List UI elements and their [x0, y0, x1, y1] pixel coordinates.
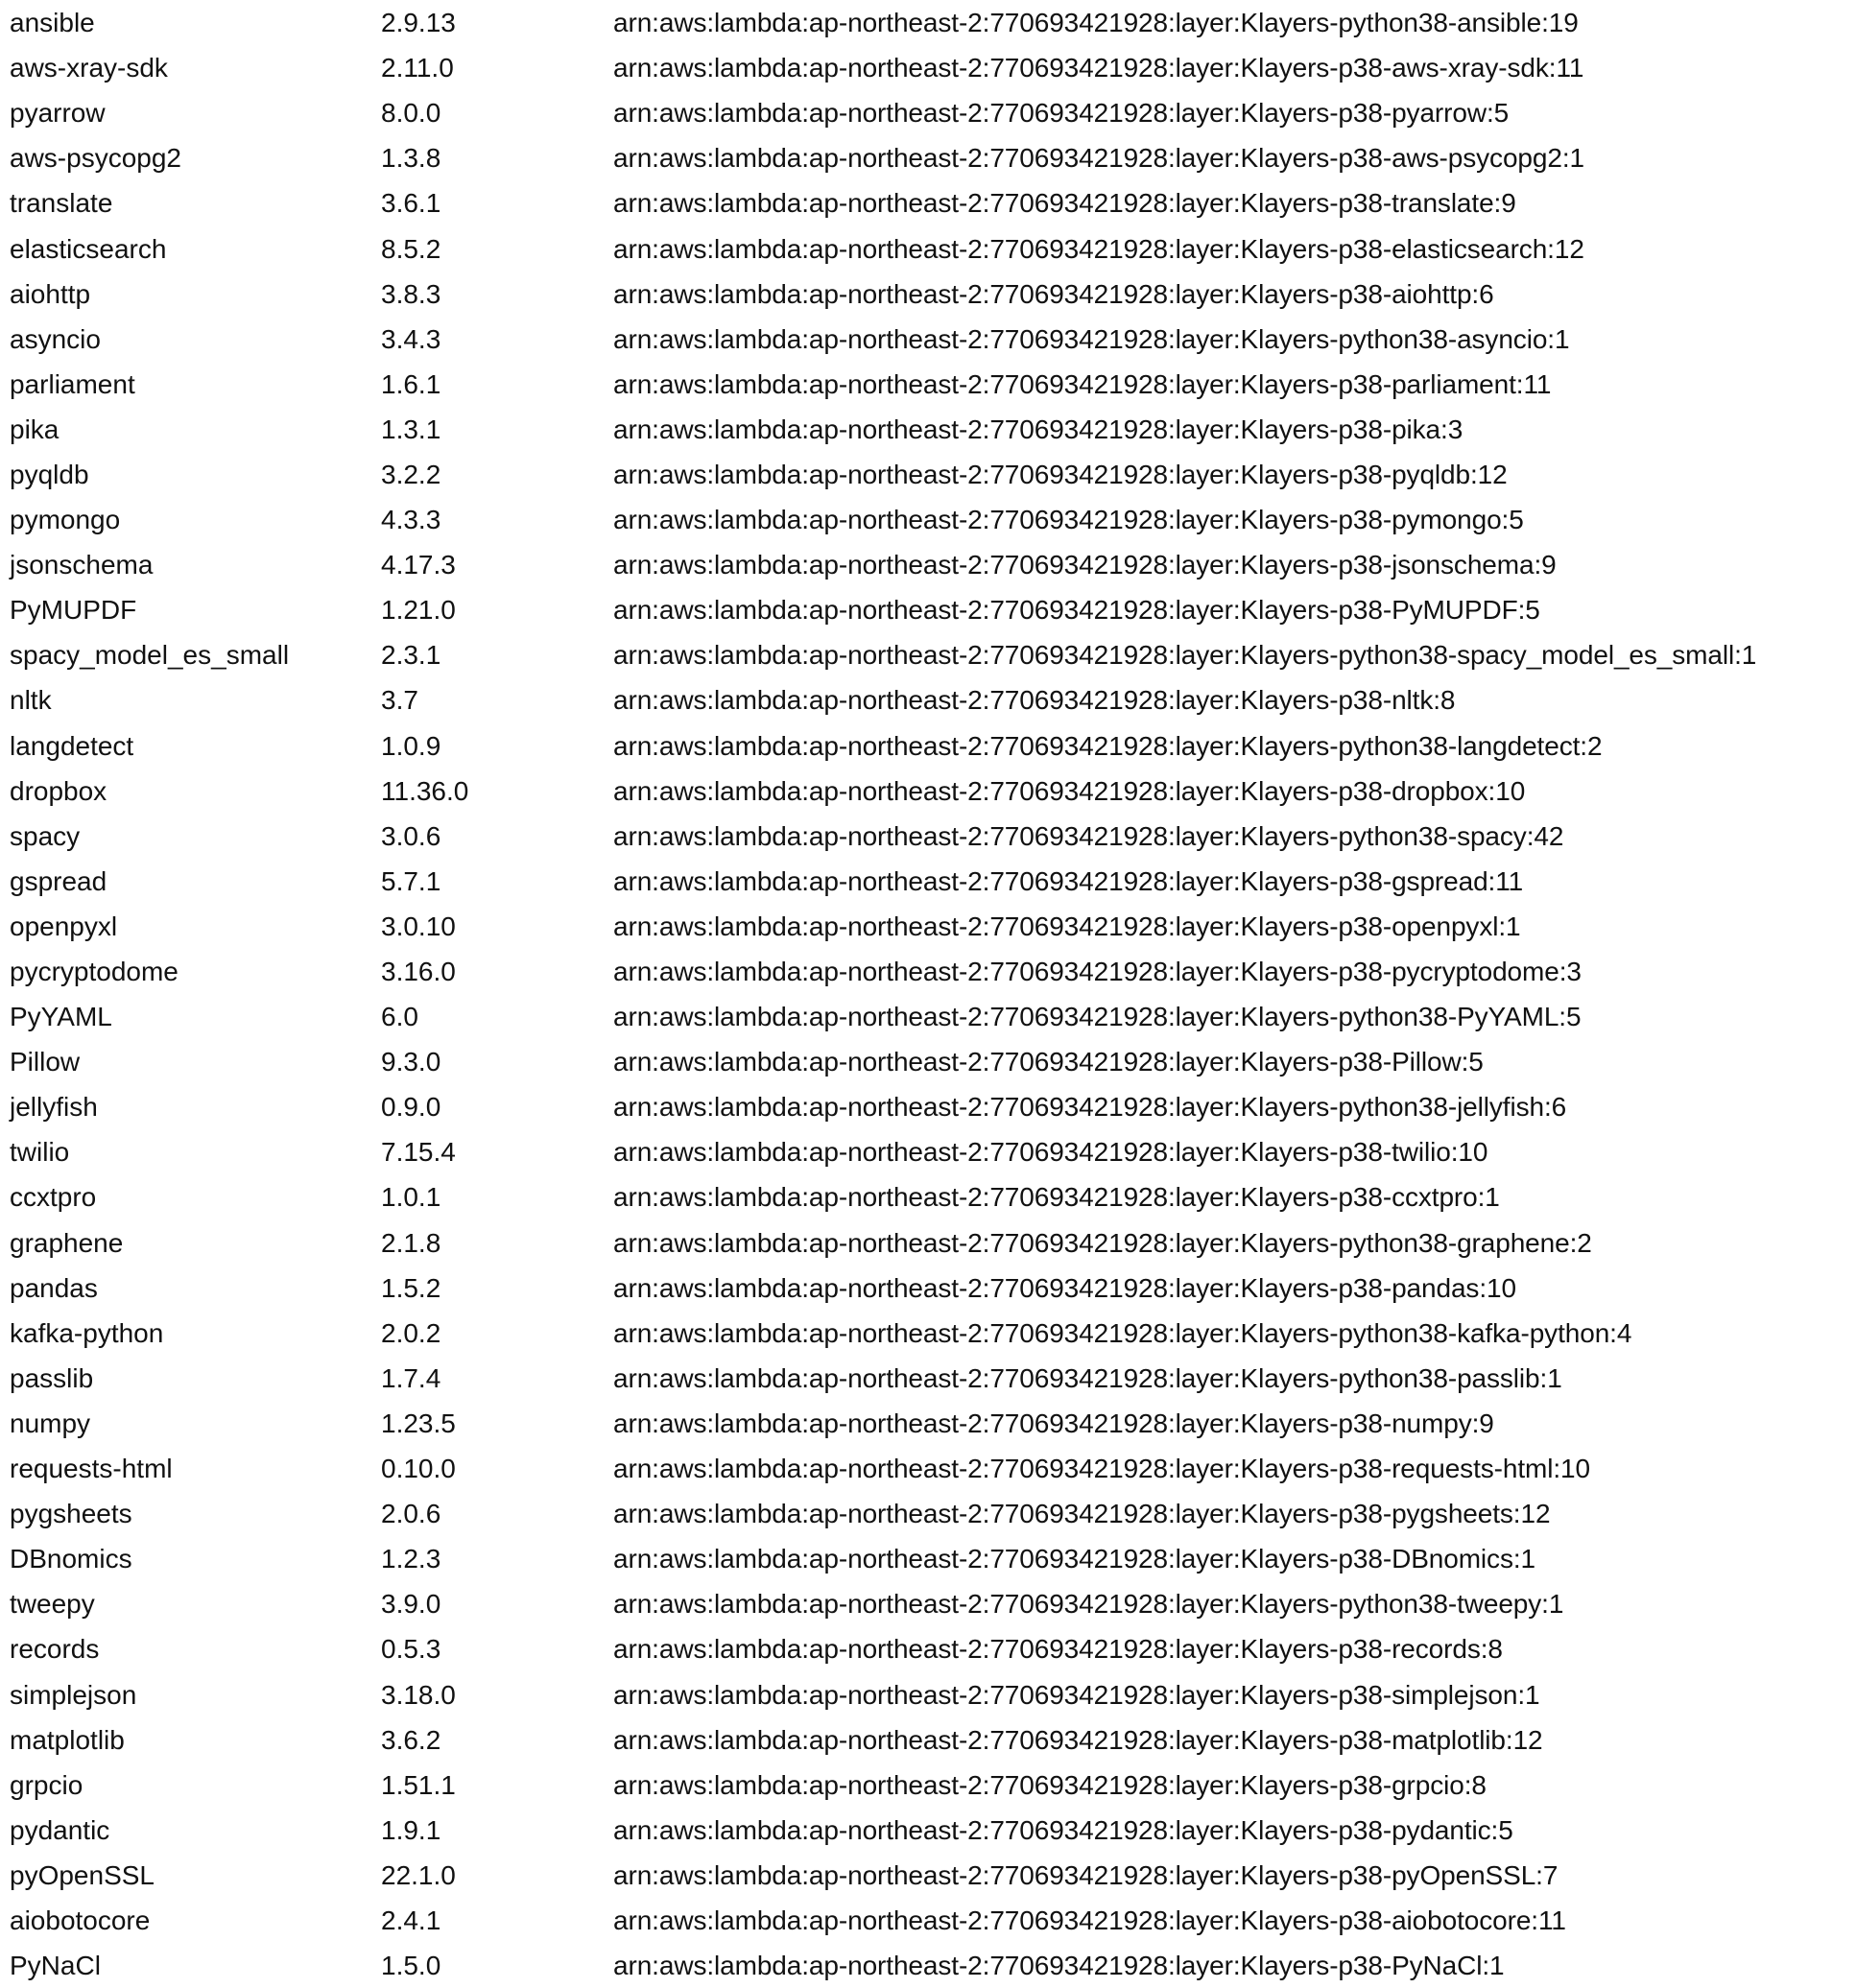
package-name-cell: asyncio — [10, 323, 101, 354]
table-row — [0, 1943, 1856, 1988]
package-name-cell: PyNaCl — [10, 1951, 101, 1981]
layer-arn-cell: arn:aws:lambda:ap-northeast-2:770693421928:layer:Klayers-p38-aiohttp:6 — [613, 278, 1494, 309]
table-row — [0, 180, 1856, 225]
version-cell: 1.9.1 — [381, 1814, 441, 1845]
version-cell: 3.7 — [381, 685, 418, 716]
table-row — [0, 542, 1856, 587]
table-row — [0, 1671, 1856, 1716]
layer-arn-cell: arn:aws:lambda:ap-northeast-2:770693421928:layer:Klayers-p38-PyNaCl:1 — [613, 1951, 1505, 1981]
layer-arn-cell: arn:aws:lambda:ap-northeast-2:770693421928:layer:Klayers-python38-spacy:42 — [613, 820, 1564, 851]
table-row — [0, 497, 1856, 542]
layer-arn-cell: arn:aws:lambda:ap-northeast-2:770693421928:layer:Klayers-p38-PyMUPDF:5 — [613, 595, 1540, 626]
table-row — [0, 1581, 1856, 1626]
package-name-cell: PyYAML — [10, 1002, 112, 1032]
table-row — [0, 272, 1856, 317]
package-name-cell: translate — [10, 188, 113, 219]
package-name-cell: simplejson — [10, 1679, 137, 1710]
package-name-cell: kafka-python — [10, 1317, 164, 1348]
table-row — [0, 1174, 1856, 1219]
package-name-cell: pandas — [10, 1272, 98, 1303]
table-row — [0, 1220, 1856, 1266]
version-cell: 7.15.4 — [381, 1137, 456, 1168]
package-name-cell: tweepy — [10, 1589, 95, 1620]
package-name-cell: langdetect — [10, 730, 134, 761]
layer-arn-cell: arn:aws:lambda:ap-northeast-2:770693421928:layer:Klayers-p38-translate:9 — [613, 188, 1516, 219]
version-cell: 11.36.0 — [381, 775, 469, 806]
table-row — [0, 677, 1856, 722]
version-cell: 3.4.3 — [381, 323, 441, 354]
version-cell: 3.18.0 — [381, 1679, 456, 1710]
package-name-cell: jellyfish — [10, 1092, 98, 1123]
table-row — [0, 1039, 1856, 1084]
version-cell: 8.5.2 — [381, 233, 441, 264]
version-cell: 6.0 — [381, 1002, 418, 1032]
version-cell: 4.3.3 — [381, 505, 441, 535]
package-name-cell: spacy_model_es_small — [10, 640, 290, 671]
layer-arn-cell: arn:aws:lambda:ap-northeast-2:770693421928:layer:Klayers-p38-pyqldb:12 — [613, 459, 1508, 489]
version-cell: 2.3.1 — [381, 640, 441, 671]
package-name-cell: numpy — [10, 1408, 91, 1438]
package-name-cell: elasticsearch — [10, 233, 167, 264]
table-row — [0, 904, 1856, 949]
package-name-cell: records — [10, 1634, 100, 1665]
layer-arn-cell: arn:aws:lambda:ap-northeast-2:770693421928:layer:Klayers-python38-ansible:19 — [613, 8, 1579, 38]
version-cell: 3.16.0 — [381, 957, 456, 987]
version-cell: 3.9.0 — [381, 1589, 441, 1620]
version-cell: 3.6.1 — [381, 188, 441, 219]
table-row — [0, 587, 1856, 632]
version-cell: 1.7.4 — [381, 1362, 441, 1393]
package-name-cell: ansible — [10, 8, 95, 38]
table-row — [0, 362, 1856, 407]
package-name-cell: aiohttp — [10, 278, 91, 309]
package-name-cell: gspread — [10, 865, 107, 896]
package-name-cell: pycryptodome — [10, 957, 178, 987]
package-name-cell: graphene — [10, 1227, 124, 1258]
table-row — [0, 1401, 1856, 1446]
table-row — [0, 1717, 1856, 1763]
table-row — [0, 632, 1856, 677]
version-cell: 1.3.8 — [381, 143, 441, 174]
package-name-cell: parliament — [10, 368, 135, 399]
layer-arn-cell: arn:aws:lambda:ap-northeast-2:770693421928:layer:Klayers-p38-matplotlib:12 — [613, 1724, 1543, 1755]
package-name-cell: pika — [10, 414, 59, 444]
package-name-cell: aws-psycopg2 — [10, 143, 181, 174]
package-name-cell: nltk — [10, 685, 52, 716]
package-name-cell: pyarrow — [10, 98, 106, 129]
table-row — [0, 407, 1856, 452]
table-row — [0, 1266, 1856, 1311]
table-row — [0, 1356, 1856, 1401]
package-name-cell: ccxtpro — [10, 1182, 97, 1213]
version-cell: 3.6.2 — [381, 1724, 441, 1755]
table-row — [0, 723, 1856, 769]
layer-arn-cell: arn:aws:lambda:ap-northeast-2:770693421928:layer:Klayers-p38-grpcio:8 — [613, 1769, 1487, 1800]
version-cell: 8.0.0 — [381, 98, 441, 129]
layer-arn-cell: arn:aws:lambda:ap-northeast-2:770693421928:layer:Klayers-p38-DBnomics:1 — [613, 1544, 1536, 1574]
layer-arn-cell: arn:aws:lambda:ap-northeast-2:770693421928:layer:Klayers-p38-pygsheets:12 — [613, 1499, 1551, 1529]
layer-arn-cell: arn:aws:lambda:ap-northeast-2:770693421928:layer:Klayers-python38-jellyfish:6 — [613, 1092, 1567, 1123]
package-name-cell: passlib — [10, 1362, 94, 1393]
layer-arn-cell: arn:aws:lambda:ap-northeast-2:770693421928:layer:Klayers-p38-simplejson:1 — [613, 1679, 1540, 1710]
package-name-cell: DBnomics — [10, 1544, 132, 1574]
version-cell: 0.5.3 — [381, 1634, 441, 1665]
layer-arn-cell: arn:aws:lambda:ap-northeast-2:770693421928:layer:Klayers-p38-pymongo:5 — [613, 505, 1524, 535]
version-cell: 0.10.0 — [381, 1454, 456, 1484]
table-row — [0, 317, 1856, 362]
layer-arn-cell: arn:aws:lambda:ap-northeast-2:770693421928:layer:Klayers-p38-Pillow:5 — [613, 1047, 1484, 1077]
package-name-cell: pydantic — [10, 1814, 110, 1845]
version-cell: 2.9.13 — [381, 8, 456, 38]
table-row — [0, 1763, 1856, 1808]
package-name-cell: requests-html — [10, 1454, 173, 1484]
package-name-cell: pyqldb — [10, 459, 89, 489]
layer-arn-cell: arn:aws:lambda:ap-northeast-2:770693421928:layer:Klayers-p38-pydantic:5 — [613, 1814, 1513, 1845]
package-name-cell: aws-xray-sdk — [10, 53, 168, 83]
version-cell: 3.2.2 — [381, 459, 441, 489]
package-name-cell: jsonschema — [10, 550, 154, 580]
layer-arn-cell: arn:aws:lambda:ap-northeast-2:770693421928:layer:Klayers-p38-ccxtpro:1 — [613, 1182, 1500, 1213]
layer-arn-cell: arn:aws:lambda:ap-northeast-2:770693421928:layer:Klayers-p38-parliament:11 — [613, 368, 1552, 399]
table-row — [0, 0, 1856, 45]
version-cell: 1.2.3 — [381, 1544, 441, 1574]
version-cell: 2.4.1 — [381, 1905, 441, 1935]
table-row — [0, 1808, 1856, 1853]
version-cell: 1.6.1 — [381, 368, 441, 399]
version-cell: 2.0.2 — [381, 1317, 441, 1348]
package-name-cell: aiobotocore — [10, 1905, 151, 1935]
version-cell: 1.21.0 — [381, 595, 456, 626]
layer-arn-cell: arn:aws:lambda:ap-northeast-2:770693421928:layer:Klayers-p38-pandas:10 — [613, 1272, 1516, 1303]
table-row — [0, 1853, 1856, 1898]
layer-arn-cell: arn:aws:lambda:ap-northeast-2:770693421928:layer:Klayers-p38-pyOpenSSL:7 — [613, 1859, 1559, 1890]
layer-arn-cell: arn:aws:lambda:ap-northeast-2:770693421928:layer:Klayers-python38-tweepy:1 — [613, 1589, 1564, 1620]
version-cell: 5.7.1 — [381, 865, 441, 896]
table-row — [0, 949, 1856, 994]
version-cell: 1.0.1 — [381, 1182, 441, 1213]
layer-arn-cell: arn:aws:lambda:ap-northeast-2:770693421928:layer:Klayers-p38-requests-html:10 — [613, 1454, 1591, 1484]
layer-arn-cell: arn:aws:lambda:ap-northeast-2:770693421928:layer:Klayers-p38-aws-xray-sdk:11 — [613, 53, 1584, 83]
layer-arn-cell: arn:aws:lambda:ap-northeast-2:770693421928:layer:Klayers-p38-records:8 — [613, 1634, 1503, 1665]
layer-arn-cell: arn:aws:lambda:ap-northeast-2:770693421928:layer:Klayers-python38-asyncio:1 — [613, 323, 1570, 354]
layer-arn-cell: arn:aws:lambda:ap-northeast-2:770693421928:layer:Klayers-p38-gspread:11 — [613, 865, 1524, 896]
version-cell: 9.3.0 — [381, 1047, 441, 1077]
layer-arn-cell: arn:aws:lambda:ap-northeast-2:770693421928:layer:Klayers-p38-elasticsearch:12 — [613, 233, 1584, 264]
version-cell: 1.23.5 — [381, 1408, 456, 1438]
table-row — [0, 859, 1856, 904]
layer-arn-cell: arn:aws:lambda:ap-northeast-2:770693421928:layer:Klayers-p38-dropbox:10 — [613, 775, 1526, 806]
package-name-cell: spacy — [10, 820, 81, 851]
layer-arn-cell: arn:aws:lambda:ap-northeast-2:770693421928:layer:Klayers-p38-aiobotocore:11 — [613, 1905, 1566, 1935]
layer-arn-cell: arn:aws:lambda:ap-northeast-2:770693421928:layer:Klayers-p38-pika:3 — [613, 414, 1463, 444]
package-name-cell: dropbox — [10, 775, 107, 806]
table-row — [0, 1898, 1856, 1943]
table-row — [0, 994, 1856, 1039]
layer-arn-cell: arn:aws:lambda:ap-northeast-2:770693421928:layer:Klayers-p38-openpyxl:1 — [613, 911, 1521, 941]
package-name-cell: Pillow — [10, 1047, 81, 1077]
version-cell: 3.8.3 — [381, 278, 441, 309]
table-row — [0, 45, 1856, 90]
table-row — [0, 1129, 1856, 1174]
version-cell: 2.11.0 — [381, 53, 454, 83]
table-row — [0, 1446, 1856, 1491]
table-row — [0, 135, 1856, 180]
version-cell: 1.3.1 — [381, 414, 441, 444]
version-cell: 3.0.6 — [381, 820, 441, 851]
table-row — [0, 814, 1856, 859]
table-row — [0, 225, 1856, 271]
version-cell: 1.5.2 — [381, 1272, 441, 1303]
table-row — [0, 452, 1856, 497]
table-row — [0, 1084, 1856, 1129]
table-row — [0, 1491, 1856, 1536]
version-cell: 4.17.3 — [381, 550, 456, 580]
package-name-cell: pyOpenSSL — [10, 1859, 155, 1890]
package-name-cell: PyMUPDF — [10, 595, 137, 626]
table-row — [0, 1311, 1856, 1356]
layer-arn-cell: arn:aws:lambda:ap-northeast-2:770693421928:layer:Klayers-p38-pyarrow:5 — [613, 98, 1510, 129]
layer-arn-cell: arn:aws:lambda:ap-northeast-2:770693421928:layer:Klayers-python38-passlib:1 — [613, 1362, 1562, 1393]
layer-arn-cell: arn:aws:lambda:ap-northeast-2:770693421928:layer:Klayers-python38-spacy_model_es_small:1 — [613, 640, 1757, 671]
version-cell: 2.0.6 — [381, 1499, 441, 1529]
version-cell: 3.0.10 — [381, 911, 456, 941]
package-name-cell: pymongo — [10, 505, 121, 535]
table-row — [0, 1536, 1856, 1581]
version-cell: 2.1.8 — [381, 1227, 441, 1258]
layer-arn-cell: arn:aws:lambda:ap-northeast-2:770693421928:layer:Klayers-python38-kafka-python:4 — [613, 1317, 1632, 1348]
layer-arn-cell: arn:aws:lambda:ap-northeast-2:770693421928:layer:Klayers-p38-nltk:8 — [613, 685, 1456, 716]
layer-arn-cell: arn:aws:lambda:ap-northeast-2:770693421928:layer:Klayers-python38-PyYAML:5 — [613, 1002, 1582, 1032]
layer-arn-cell: arn:aws:lambda:ap-northeast-2:770693421928:layer:Klayers-p38-twilio:10 — [613, 1137, 1488, 1168]
layer-arn-cell: arn:aws:lambda:ap-northeast-2:770693421928:layer:Klayers-p38-jsonschema:9 — [613, 550, 1557, 580]
version-cell: 22.1.0 — [381, 1859, 456, 1890]
version-cell: 1.51.1 — [381, 1769, 456, 1800]
table-row — [0, 769, 1856, 814]
package-name-cell: matplotlib — [10, 1724, 125, 1755]
version-cell: 1.0.9 — [381, 730, 441, 761]
package-name-cell: openpyxl — [10, 911, 118, 941]
version-cell: 1.5.0 — [381, 1951, 441, 1981]
package-name-cell: grpcio — [10, 1769, 83, 1800]
table-row — [0, 1626, 1856, 1671]
version-cell: 0.9.0 — [381, 1092, 441, 1123]
layer-arn-cell: arn:aws:lambda:ap-northeast-2:770693421928:layer:Klayers-p38-numpy:9 — [613, 1408, 1494, 1438]
table-row — [0, 90, 1856, 135]
package-name-cell: pygsheets — [10, 1499, 132, 1529]
layer-arn-cell: arn:aws:lambda:ap-northeast-2:770693421928:layer:Klayers-python38-langdetect:2 — [613, 730, 1603, 761]
package-name-cell: twilio — [10, 1137, 70, 1168]
layer-arn-cell: arn:aws:lambda:ap-northeast-2:770693421928:layer:Klayers-p38-aws-psycopg2:1 — [613, 143, 1584, 174]
layer-arn-cell: arn:aws:lambda:ap-northeast-2:770693421928:layer:Klayers-p38-pycryptodome:3 — [613, 957, 1582, 987]
layer-arn-cell: arn:aws:lambda:ap-northeast-2:770693421928:layer:Klayers-python38-graphene:2 — [613, 1227, 1592, 1258]
